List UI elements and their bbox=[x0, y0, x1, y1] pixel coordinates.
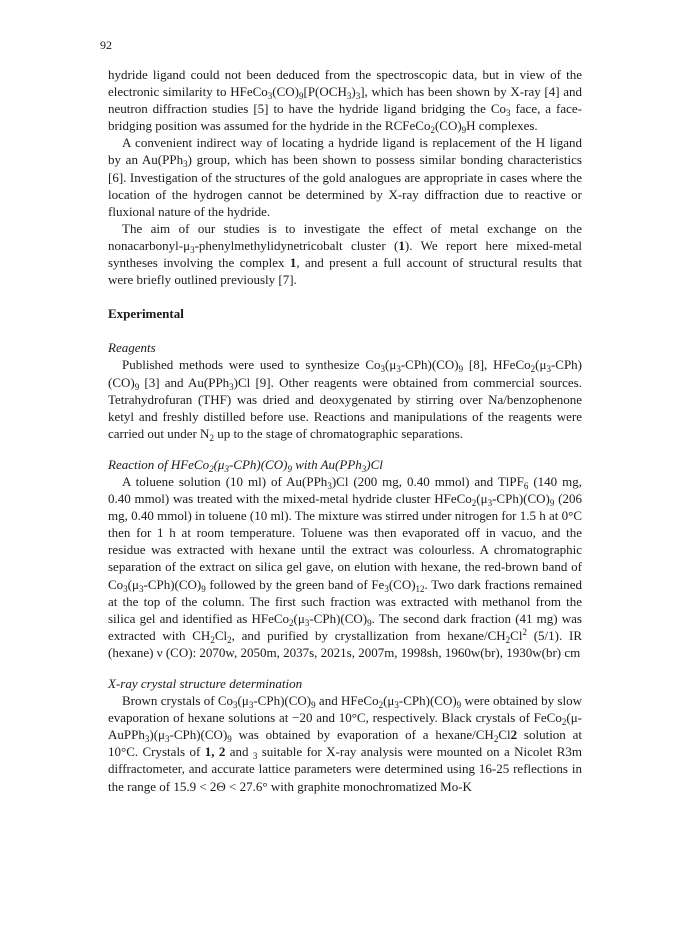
page-number: 92 bbox=[100, 38, 112, 52]
xray-paragraph: Brown crystals of $Co_3(\mu_3-CPh)(CO)_9$ and $HFeCo_2(\mu_3-CPh)(CO)_9$ were obtained by slow evaporation of hexane solutions at −20 and 10°C, respectively. Black crystals of $FeCo_2(\mu-AuPPh_3)(\mu_3-CPh)(CO)_9$ was obtained by evaporation of a hexane/$CH_2Cl2$ solution at 10°C. Crystals of 1, 2 and $_3$ suitable for X-ray analysis were mounted on a Nicolet R3m diffractometer, and accurate lattice parameters were determined using 16-25 reflections in the range of 15.9 < 2Θ < 27.6° with graphite monochromatized Mo-K bbox=[108, 693, 583, 794]
page-body bbox=[108, 66, 582, 795]
intro-paragraph-1: hydride ligand could not been deduced from the spectroscopic data, but in view of the electronic similarity to $HFeCo_3(CO)_9[P(OCH_3)_3]$, which has been shown by X-ray [4] and neutron diffraction studies [5] to have the hydride ligand bridging the $Co_3$ face, a face-bridging position was assumed for the hydride in the $RCFeCo_2(CO)_9H$ complexes. bbox=[108, 67, 583, 136]
intro-paragraph-3: The aim of our studies is to investigate the effect of metal exchange on the nonacarbonyl-$\mu_3$-phenylmethylidynetricobalt cluster (1). We report here mixed-metal syntheses involving the complex 1, and present a full account of structural results that were briefly outlined previously [7]. bbox=[108, 220, 582, 288]
intro-paragraph-2: A convenient indirect way of locating a hydride ligand is replacement of the H ligand by an Au(PPh$_3$) group, which has been shown to possess similar bonding characteristics [6]. Investigation of the structures of the gold analogues are appropriate in cases where the location of the hydrogen cannot be determined by X-ray diffraction due to reactive or fluxional nature of the hydride. bbox=[108, 135, 582, 219]
reaction-paragraph: A toluene solution (10 ml) of Au(PPh$_3$)Cl (200 mg, 0.40 mmol) and TlPF$_6$ (140 mg, 0.40 mmol) was treated with the mixed-metal hydride cluster $HFeCo_2(\mu_3-CPh)(CO)_9$ (206 mg, 0.40 mmol) in toluene (10 ml). The mixture was stirred under nitrogen for 1.5 h at 0°C then for 1 h at room temperature. Toluene was then evaporated off in vacuo, and the residue was extracted with hexane until the extract was colourless. A chromatographic separation of the extract on silica gel gave, on elution with hexane, the red-brown band of $Co_3(\mu_3-CPh)(CO)_9$ followed by the green band of $Fe_3(CO)_{12}$. Two dark fractions remained at the top of the column. The first such fraction was extracted with methanol from the silica gel and identified as $HFeCo_2(\mu_3-CPh)(CO)_9$. The second dark fraction (41 mg) was extracted with $CH_2Cl_2$, and purified by crystallization from hexane/$CH_2Cl^2$ (5/1). IR (hexane) ν (CO): 2070w, 2050m, 2037s, 2021s, 2007m, 1998sh, 1960w(br), 1930w(br) cm bbox=[108, 473, 583, 660]
section-title-experimental: Experimental bbox=[108, 306, 184, 322]
reagents-paragraph: Published methods were used to synthesize $Co_3(\mu_3-CPh)(CO)_9$ [8], $HFeCo_2(\mu_3-CPh)(CO)_9$ [3] and Au(PPh$_3$)Cl [9]. Other reagents were obtained from commercial sources. Tetrahydrofuran (THF) was dried and deoxygenated by stirring over Na/benzophenone ketyl and freshly distilled before use. Reactions and manipulations of the reagents were carried out under $N_2$ up to the stage of chromatographic separations. bbox=[108, 357, 583, 443]
subheading-xray: X-ray crystal structure determination bbox=[108, 676, 303, 691]
subheading-reaction: Reaction of $HFeCo_2(\mu_3-CPh)(CO)_9$ with Au(PPh$_3$)Cl bbox=[108, 456, 383, 474]
subheading-reagents: Reagents bbox=[108, 340, 156, 356]
